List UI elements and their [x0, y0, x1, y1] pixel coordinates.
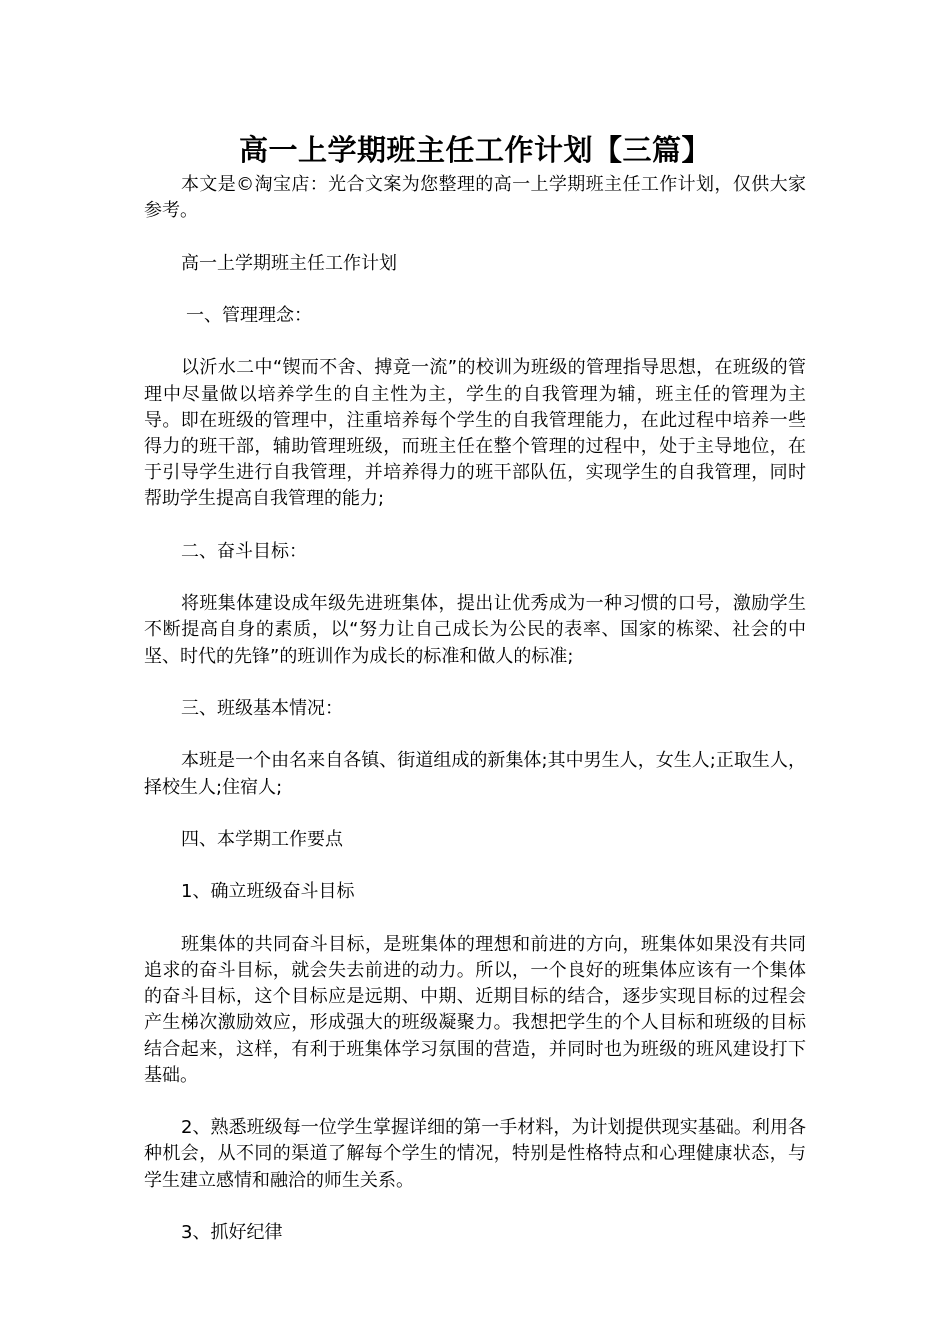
intro-paragraph: 本文是©淘宝店：光合文案为您整理的高一上学期班主任工作计划，仅供大家参考。	[144, 174, 806, 222]
section-heading-goals: 二、奋斗目标：	[181, 540, 307, 562]
section-heading-management-philosophy: 一、管理理念：	[186, 304, 312, 326]
goal-setting-paragraph: 班集体的共同奋斗目标，是班集体的理想和前进的方向，班集体如果没有共同追求的奋斗目标，就会失去前进的动力。所以，一个良好的班集体应该有一个集体的奋斗目标，这个目标应是远期、中期、近期目标的结合，逐步实现目标的过程会产生梯次激励效应，形成强大的班级凝聚力。我想把学生的个人目标和班级的目标结合起来，这样，有利于班集体学习氛围的营造，并同时也为班级的班风建设打下基础。	[144, 933, 806, 1086]
section-heading-work-points: 四、本学期工作要点	[181, 828, 343, 850]
subheading-goal-setting: 1、确立班级奋斗目标	[181, 881, 355, 903]
section-heading-class-situation: 三、班级基本情况：	[181, 697, 343, 719]
management-philosophy-paragraph: 以沂水二中“锲而不舍、搏竟一流”的校训为班级的管理指导思想，在班级的管理中尽量做以培养学生的自主性为主，学生的自我管理为辅，班主任的管理为主导。即在班级的管理中，注重培养每个学生的自我管理能力，在此过程中培养一些得力的班干部，辅助管理班级，而班主任在整个管理的过程中，处于主导地位，在于引导学生进行自我管理，并培养得力的班干部队伍，实现学生的自我管理，同时帮助学生提高自我管理的能力;	[144, 357, 806, 510]
goals-paragraph: 将班集体建设成年级先进班集体，提出让优秀成为一种习惯的口号，激励学生不断提高自身的素质，以“努力让自己成长为公民的表率、国家的栋梁、社会的中坚、时代的先锋”的班训作为成长的标准和做人的标准;	[144, 593, 806, 667]
class-situation-paragraph: 本班是一个由名来自各镇、街道组成的新集体;其中男生人，女生人;正取生人，择校生人;住宿人;	[144, 750, 806, 798]
plan-heading: 高一上学期班主任工作计划	[181, 252, 397, 274]
know-students-paragraph: 2、熟悉班级每一位学生掌握详细的第一手材料，为计划提供现实基础。利用各种机会，从不同的渠道了解每个学生的情况，特别是性格特点和心理健康状态，与学生建立感情和融洽的师生关系。	[144, 1117, 806, 1191]
document-title: 高一上学期班主任工作计划【三篇】	[238, 133, 711, 167]
subheading-discipline: 3、抓好纪律	[181, 1221, 283, 1243]
document-page	[144, 130, 806, 1246]
